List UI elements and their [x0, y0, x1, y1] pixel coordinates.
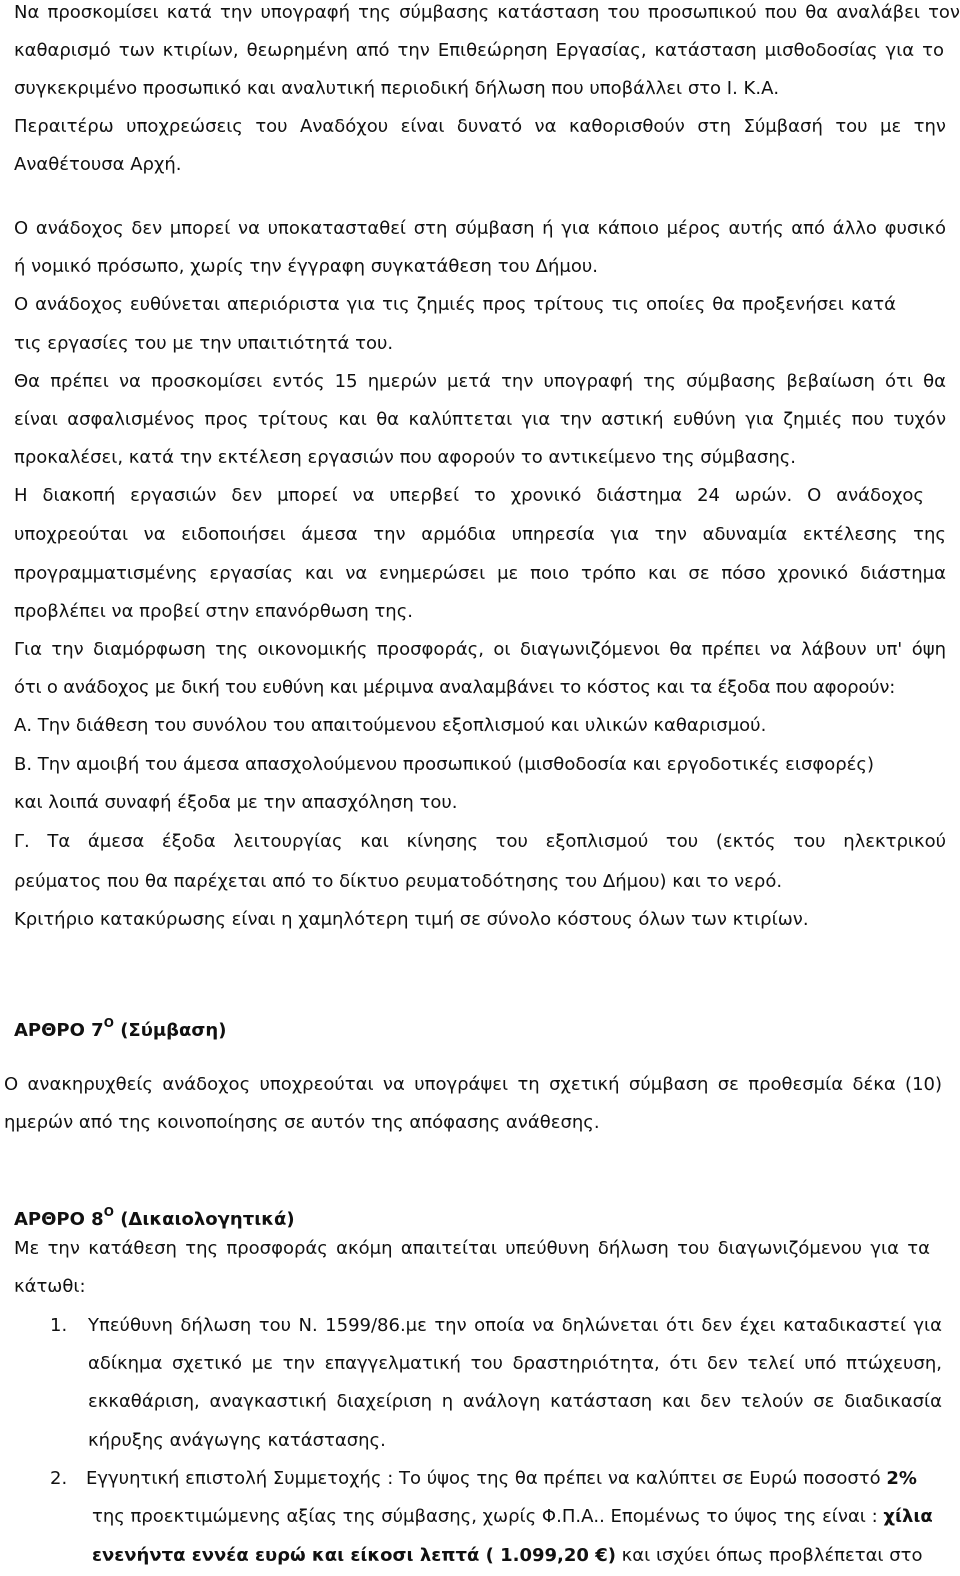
- paragraph-line: Θα πρέπει να προσκομίσει εντός 15 ημερών μετά την υπογραφή της σύμβασης βεβαίωση ότι θα: [14, 371, 946, 392]
- article-7-sup: Ο: [103, 1016, 114, 1030]
- list-item-line: Υπεύθυνη δήλωση του Ν. 1599/86.με την οποία να δηλώνεται ότι δεν έχει καταδικαστεί για: [88, 1315, 942, 1336]
- paragraph-line: Να προσκομίσει κατά την υπογραφή της σύμβασης κατάσταση του προσωπικού που θα αναλάβει τον: [14, 2, 960, 23]
- paragraph-line: Β. Την αμοιβή του άμεσα απασχολούμενου προσωπικού (μισθοδοσία και εργοδοτικές εισφορές): [14, 754, 874, 775]
- paragraph-line: καθαρισμό των κτιρίων, θεωρημένη από την Επιθεώρηση Εργασίας, κατάσταση μισθοδοσίας για το: [14, 40, 944, 61]
- paragraph-line: συγκεκριμένο προσωπικό και αναλυτική περιοδική δήλωση που υποβάλλει στο Ι. Κ.Α.: [14, 78, 780, 99]
- paragraph-line: είναι ασφαλισμένος προς τρίτους και θα καλύπτεται για την αστική ευθύνη για ζημιές που τυχόν: [14, 409, 946, 430]
- paragraph-line: Ο ανάδοχος ευθύνεται απεριόριστα για τις ζημιές προς τρίτους τις οποίες θα προξενήσει κατά: [14, 294, 896, 315]
- percentage-value: 2%: [886, 1468, 917, 1489]
- paragraph-line: Περαιτέρω υποχρεώσεις του Αναδόχου είναι δυνατό να καθορισθούν στη Σύμβασή του με την: [14, 116, 946, 137]
- amount-words: ενενήντα εννέα ευρώ και είκοσι λεπτά ( 1.099,20 €): [92, 1545, 616, 1566]
- paragraph-line: Η διακοπή εργασιών δεν μπορεί να υπερβεί το χρονικό διάστημα 24 ωρών. Ο ανάδοχος: [14, 485, 924, 506]
- paragraph-line: προγραμματισμένης εργασίας και να ενημερώσει με ποιο τρόπο και σε πόσο χρονικό διάστημα: [14, 563, 946, 584]
- amount-words: χίλια: [883, 1506, 933, 1527]
- article-7-heading: [14, 1004, 226, 1042]
- list-item-text: και ισχύει όπως προβλέπεται στο: [615, 1545, 923, 1566]
- article-7-title: (Σύμβαση): [113, 1020, 227, 1041]
- list-item-line: [92, 1498, 933, 1536]
- paragraph-line: και λοιπά συναφή έξοδα με την απασχόληση του.: [14, 792, 458, 813]
- paragraph-line: Για την διαμόρφωση της οικονομικής προσφοράς, οι διαγωνιζόμενοι θα πρέπει να λάβουν υπ' όψη: [14, 639, 946, 660]
- paragraph-line: Ο ανακηρυχθείς ανάδοχος υποχρεούται να υπογράψει τη σχετική σύμβαση σε προθεσμία δέκα (10): [4, 1074, 942, 1095]
- article-8-sup: Ο: [103, 1205, 114, 1219]
- list-item-number: 1.: [50, 1315, 68, 1336]
- list-item-number: 2.: [50, 1468, 68, 1489]
- paragraph-line: προβλέπει να προβεί στην επανόρθωση της.: [14, 601, 413, 622]
- paragraph-line: ημερών από της κοινοποίησης σε αυτόν της απόφασης ανάθεσης.: [4, 1112, 600, 1133]
- list-item-line: αδίκημα σχετικό με την επαγγελματική του δραστηριότητα, ότι δεν τελεί υπό πτώχευση,: [88, 1353, 942, 1374]
- paragraph-line: ή νομικό πρόσωπο, χωρίς την έγγραφη συγκατάθεση του Δήμου.: [14, 256, 598, 277]
- article-8-heading: [14, 1193, 295, 1231]
- article-8-prefix: ΑΡΘΡΟ 8: [14, 1209, 104, 1230]
- list-item-line: [92, 1537, 923, 1575]
- paragraph-line: τις εργασίες του με την υπαιτιότητά του.: [14, 333, 394, 354]
- article-8-title: (Δικαιολογητικά): [113, 1209, 295, 1230]
- paragraph-line: ότι ο ανάδοχος με δική του ευθύνη και μέριμνα αναλαμβάνει το κόστος και τα έξοδα που αφορούν:: [14, 677, 896, 698]
- paragraph-line: Ο ανάδοχος δεν μπορεί να υποκατασταθεί στη σύμβαση ή για κάποιο μέρος αυτής από άλλο φυσικό: [14, 218, 946, 239]
- paragraph-line: Με την κατάθεση της προσφοράς ακόμη απαιτείται υπεύθυνη δήλωση του διαγωνιζόμενου για τα: [14, 1238, 930, 1259]
- paragraph-line: κάτωθι:: [14, 1276, 86, 1297]
- paragraph-line: προκαλέσει, κατά την εκτέλεση εργασιών που αφορούν το αντικείμενο της σύμβασης.: [14, 447, 797, 468]
- list-item-line: εκκαθάριση, αναγκαστική διαχείριση η ανάλογη κατάσταση και δεν τελούν σε διαδικασία: [88, 1391, 942, 1412]
- paragraph-line: υποχρεούται να ειδοποιήσει άμεσα την αρμόδια υπηρεσία για την αδυναμία εκτέλεσης της: [14, 524, 946, 545]
- paragraph-line: ρεύματος που θα παρέχεται από το δίκτυο ρευματοδότησης του Δήμου) και το νερό.: [14, 871, 783, 892]
- list-item-text: Εγγυητική επιστολή Συμμετοχής : Το ύψος της θα πρέπει να καλύπτει σε Ευρώ ποσοστό: [86, 1468, 887, 1489]
- list-item-text: της προεκτιμώμενης αξίας της σύμβασης, χωρίς Φ.Π.Α.. Επομένως το ύψος της είναι :: [92, 1506, 884, 1527]
- article-7-prefix: ΑΡΘΡΟ 7: [14, 1020, 104, 1041]
- paragraph-line: Γ. Τα άμεσα έξοδα λειτουργίας και κίνησης του εξοπλισμού του (εκτός του ηλεκτρικού: [14, 831, 946, 852]
- paragraph-line: Αναθέτουσα Αρχή.: [14, 154, 182, 175]
- list-item-line: [86, 1460, 917, 1498]
- paragraph-line: Κριτήριο κατακύρωσης είναι η χαμηλότερη τιμή σε σύνολο κόστους όλων των κτιρίων.: [14, 909, 809, 930]
- list-item-line: κήρυξης ανάγωγης κατάστασης.: [88, 1430, 386, 1451]
- paragraph-line: Α. Την διάθεση του συνόλου του απαιτούμενου εξοπλισμού και υλικών καθαρισμού.: [14, 715, 767, 736]
